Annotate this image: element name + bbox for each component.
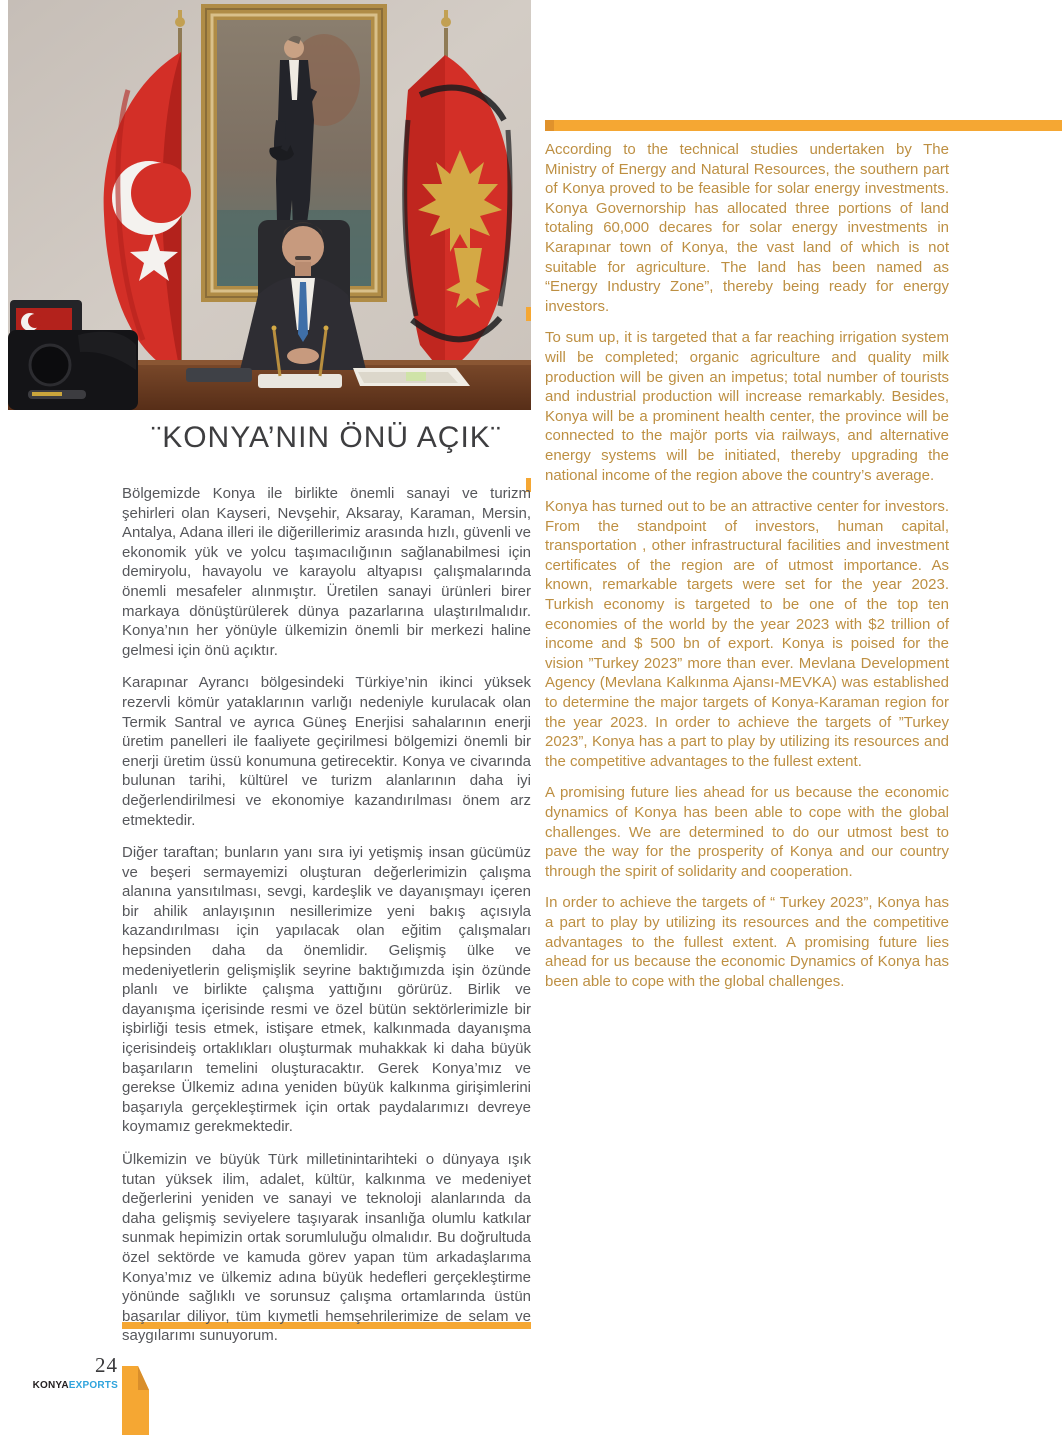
governor-figure (240, 220, 366, 370)
turkish-paragraph: Karapınar Ayrancı bölgesindeki Türkiye’nin ikinci yüksek rezervli kömür yataklarının varlığı nedeniyle kurulacak olan Termik Santral ve ayrıca Güneş Enerjisi sahalarının enerji üretim panelleri ile faaliyete geçirilmesi bölgemizi önemli bir enerji üretim üssü konumuna getirecektir. Konya ve civarında bulunan tarihi, kültürel ve turizm alanlarının daha iyi değerlendirilmesi ve ekonomiye kazandırılması önem arz etmektedir. (122, 674, 531, 829)
article-title: ¨KONYA’NIN ÖNÜ AÇIK¨ (151, 421, 502, 454)
publication-brand (18, 1380, 118, 1391)
brand-secondary: EXPORTS (68, 1380, 118, 1392)
english-paragraph: According to the technical studies undertaken by The Ministry of Energy and Natural Resources, the southern part of Konya proved to be feasible for solar energy investments. Konya Governorship has allocated three portions of land totaling 60,000 decares for solar energy investments in Karapınar town of Konya, the vast land of which is not suitable for agriculture. The land has been named as “Energy Industry Zone”, thereby being ready for energy investors. (545, 141, 949, 315)
turkish-paragraph: Bölgemizde Konya ile birlikte önemli sanayi ve turizm şehirleri olan Kayseri, Nevşehir, Aksaray, Karaman, Mersin, Antalya, Adana illeri ile diğerillerimiz arasında hızlı, güvenli ve ekonomik yük ve yolcu taşımacılığının sağlanabilmesi için demiryolu, havayolu ve karayolu altyapısı çalışmalarında önemli mesafeler alınmıştır. Üretilen sanayi ürünleri birer markaya dönüştürülerek dünya pazarlarına ulaştırılmalıdır. Konya’nın her yönüyle ülkemizin önemli bir merkezi haline gelmesi için önü açıktır. (122, 485, 531, 659)
right-column-accent-bar (545, 120, 1062, 131)
paragraph-tick-icon (526, 307, 531, 321)
english-paragraph: Konya has turned out to be an attractive center for investors. From the standpoint of investors, human capital, transportation , other infrastructural facilities and investment certificates of the region are of utmost importance. As known, remarkable targets were set for the year 2023. Turkish economy is targeted to be one of the top ten economies of the world by the year 2023 with $2 trillion of income and $ 500 bn of export. Konya is poised for the vision ”Turkey 2023” more than ever. Mevlana Development Agency (Mevlana Kalkınma Ajansı-MEVKA) was established to determine the major targets of Konya-Karaman region for the year 2023. In order to achieve the targets of ”Turkey 2023”, Konya has a part to play by utilizing its resources and the competitive advantages to the fullest extent. (545, 498, 949, 770)
footer-accent-bar (122, 1364, 149, 1435)
english-paragraph: In order to achieve the targets of “ Turkey 2023”, Konya has a part to play by utilizing its resources and the competitive advantages to the fullest extent. A promising future lies ahead for us because the economic Dynamics of Konya has been able to cope with the global challenges. (545, 894, 949, 990)
page-number: 24 (95, 1353, 118, 1377)
turkish-paragraph: Diğer taraftan; bunların yanı sıra iyi yetişmiş insan gücümüz ve beşeri sermayemizi oluşturan değerlerimizin çalışma alanına yansıtılması, sevgi, kardeşlik ve dayanışmayı içeren bir ahilik anlayışının nesillerimize yeni bakış açısıyla kazandırılması için yapılacak olan eğitim çalışmaları hepsinden daha da önemlidir. Gelişmiş ülke ve medeniyetlerin gelişmişlik seyrine baktığımızda işin özünde planlı ve birlikte çalışma yattığını görürüz. Birlik ve dayanışma içerisinde resmi ve özel bütün sektörlerimizle bir işbirliği tesis etmek, istişare etmek, kalkınmada dayanışma içerisindeiş ortaklıkları oluşturmak muhakkak ki daha büyük başarıların temelini oluşturacaktır. Gerek Konya’mız ve gerekse Ülkemiz adına yeniden büyük kalkınma girişimlerini başarıyla gerçekleştirmek için ortak paydalarımızı devreye koymamız gerekmektedir. (122, 844, 531, 1136)
governor-office-photo (8, 0, 531, 410)
english-paragraph: To sum up, it is targeted that a far reaching irrigation system will be completed; organic agriculture and quality milk production will be given an impetus; total number of tourists and industrial production will increase remarkably. Besides, Konya will be a prominent health center, the province will be connected to the majör ports via railways, and alternative energy systems will be initiated, thereby upgrading the national income of the region above the country’s average. (545, 329, 949, 484)
office-photo-illustration (8, 0, 531, 410)
english-text-column (545, 140, 949, 1003)
brand-primary: KONYA (32, 1380, 69, 1392)
turkish-text-column (122, 484, 531, 1359)
page-footer (18, 1354, 118, 1391)
english-paragraph: A promising future lies ahead for us because the economic dynamics of Konya has been able to cope with the global challenges. We are determined to do our utmost best to pave the way for the prosperity of Konya and our country through the spirit of solidarity and cooperation. (545, 784, 949, 880)
turkish-paragraph: Ülkemizin ve büyük Türk milletinintarihteki o dünyaya ışık tutan yüksek ilim, adalet, kültür, kalkınma ve medeniyet değerlerini yeniden ve sanayi ve teknoloji alanlarında da daha gelişmiş seviyelere taşıyarak insanlığa olumlu katkılar sunmak hepimizin ortak sorumluluğu olmalıdır. Bu doğrultuda özel sektörde ve kamuda görev yapan tüm arkadaşlarıma Konya’mız ve ülkemiz adına büyük hedefleri gerçekleştirme yönünde sağlıklı ve sorunsuz çalışma ortamlarında üstün başarılar diliyor, tüm kıymetli hemşehrilerimize de selam ve saygılarımı sunuyorum. (122, 1151, 531, 1345)
